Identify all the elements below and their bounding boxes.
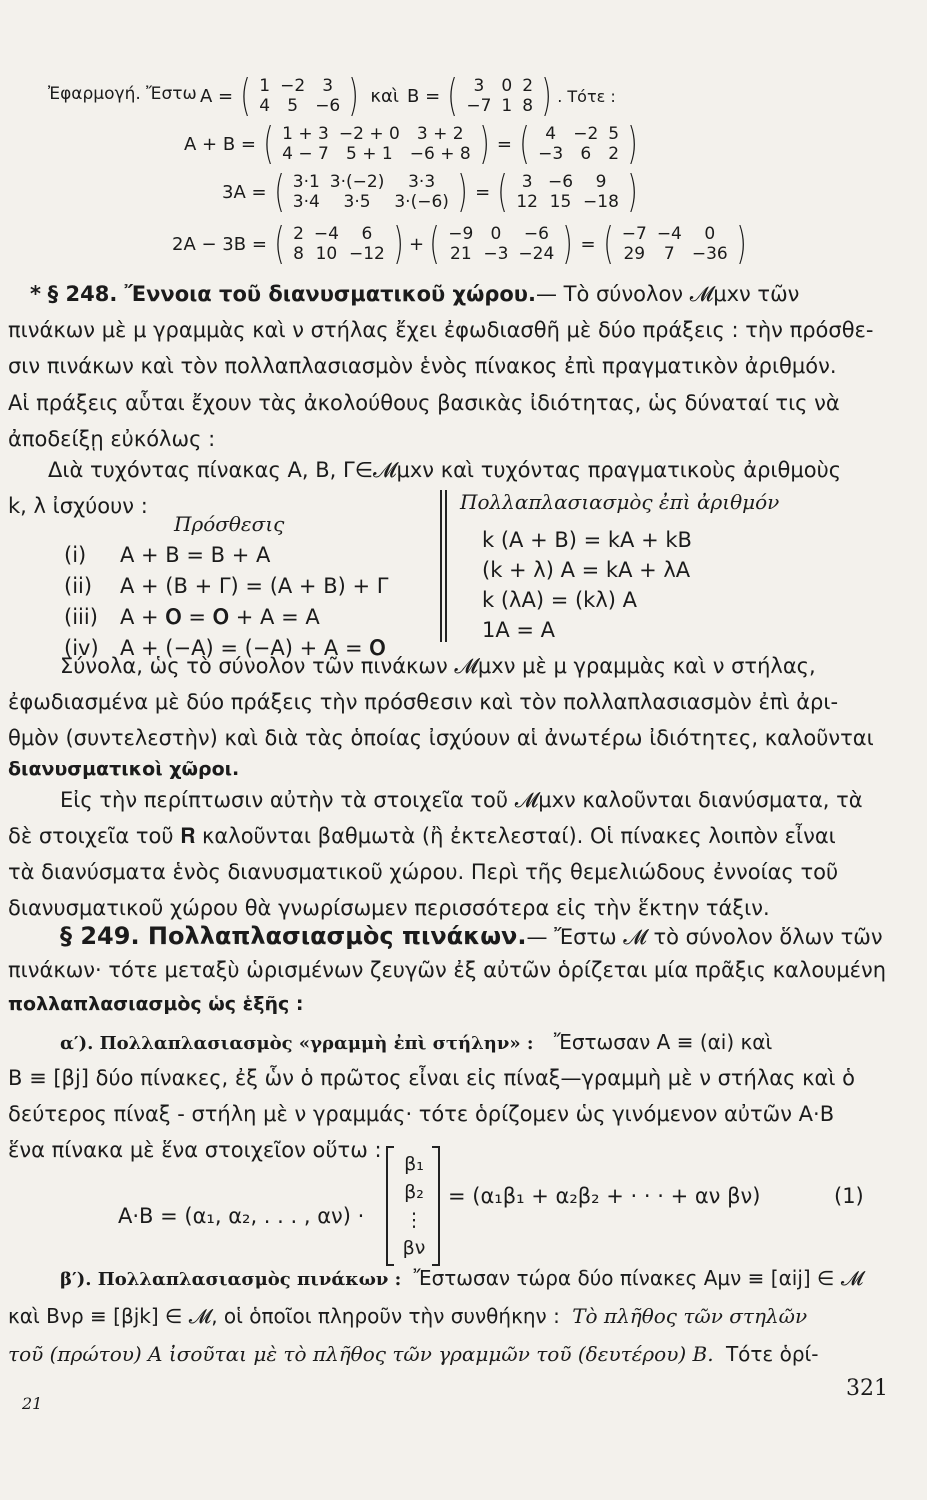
matrix-b: 3 0 2 −7 1 8 [466, 76, 534, 116]
example-label: Ἐφαρμογή. Ἔστω [48, 84, 197, 104]
property-item: (i) A + B = B + A [64, 543, 271, 567]
text-line: ἕνα πίνακα μὲ ἕνα στοιχεῖον οὕτω : [8, 1138, 382, 1162]
props-right-list [482, 525, 692, 645]
formula-rhs: = (α₁β₁ + α₂β₂ + · · · + αν βν) [448, 1184, 761, 1208]
text-line: διανυσματικοῦ χώρου θὰ γνωρίσωμεν περισσότερα εἰς τὴν ἕκτην τάξιν. [8, 896, 770, 920]
property-item: (ii) A + (B + Γ) = (A + B) + Γ [64, 574, 389, 598]
props-left-title: Πρόσθεσις [174, 512, 285, 536]
sum-line: A + B = ( 1 + 3 −2 + 0 3 + 2 4 − 7 5 + 1 −6 + 8 ) = ( 4 −2 5 −3 6 2 ) [184, 118, 638, 169]
matrix-a-def: A = ( 1 −2 3 4 5 −6 ) καὶ B = ( 3 0 2 −7 1 8 ) . Τότε : [200, 70, 616, 121]
alpha-first-line: α′). Πολλαπλασιασμὸς «γραμμὴ ἐπὶ στήλην» : Ἔστωσαν A ≡ (αi) καὶ [60, 1030, 773, 1054]
term-vector-spaces: διανυσματικοὶ χῶροι. [8, 758, 240, 780]
text-line: B ≡ [βj] δύο πίνακες, ἐξ ὧν ὁ πρῶτος εἶναι εἰς πίναξ—γραμμὴ μὲ ν στήλας καὶ ὁ [8, 1066, 855, 1090]
text-line: πολλαπλασιασμὸς ὡς ἑξῆς : [8, 993, 304, 1015]
props-left-list [64, 540, 388, 664]
text-line: ἐφωδιασμένα μὲ δύο πράξεις τὴν πρόσθεσιν καὶ τὸν πολλαπλασιασμὸν ἐπὶ ἀρι- [8, 690, 839, 714]
column-bracket-left [386, 1146, 394, 1266]
text-line: πινάκων μὲ μ γραμμὰς καὶ ν στήλας ἔχει ἐφωδιασθῆ μὲ δύο πράξεις : τὴν πρόσθε- [8, 318, 874, 342]
text-line: πινάκων· τότε μεταξὺ ὡρισμένων ζευγῶν ἐξ αὐτῶν ὁρίζεται μία πρᾶξις καλουμένη [8, 958, 887, 982]
linear-combination-line: 2A − 3B = ( 2 −4 6 8 10 −12 ) + ( −9 0 −6 21 −3 −24 ) = ( −7 −4 0 29 7 −36 ) [172, 218, 747, 269]
text-line: Σύνολα, ὡς τὸ σύνολον τῶν πινάκων 𝓜μxν μὲ μ γραμμὰς καὶ ν στήλας, [60, 654, 816, 678]
section-248-first-line: * § 248. Ἔννοια τοῦ διανυσματικοῦ χώρου.— Τὸ σύνολον 𝓜μxν τῶν [30, 282, 800, 306]
section-248-heading: § 248. Ἔννοια τοῦ διανυσματικοῦ χώρου. [47, 282, 536, 306]
beta-heading: β′). Πολλαπλασιασμὸς πινάκων : [60, 1269, 402, 1290]
text-line: σιν πινάκων καὶ τὸν πολλαπλασιασμὸν ἑνὸς πίνακος ἐπὶ πραγματικὸν ἀριθμόν. [8, 354, 837, 378]
page-number: 321 [846, 1376, 888, 1401]
property-item: (iii) A + 𝐎 = 𝐎 + A = A [64, 605, 320, 629]
text-line: Διὰ τυχόντας πίνακας A, B, Γ∈𝓜μxν καὶ τυχόντας πραγματικοὺς ἀριθμοὺς [48, 458, 842, 482]
beta-first-line: β′). Πολλαπλασιασμὸς πινάκων : Ἔστωσαν τώρα δύο πίνακες Aμν ≡ [αij] ∈ 𝓜 [60, 1266, 864, 1290]
props-divider [445, 490, 447, 642]
section-249-heading: § 249. Πολλαπλασιασμὸς πινάκων. [60, 922, 527, 950]
props-divider [440, 490, 442, 642]
property-item: k (A + B) = kA + kB [482, 528, 692, 552]
text-line: ἀποδείξῃ εὐκόλως : [8, 427, 216, 451]
text-line: τοῦ (πρώτου) A ἰσοῦται μὲ τὸ πλῆθος τῶν γραμμῶν τοῦ (δευτέρου) B. Τότε ὁρί- [8, 1342, 819, 1366]
matrix-a: 1 −2 3 4 5 −6 [259, 76, 341, 116]
formula-lhs: A·B = (α₁, α₂, . . . , αν) · [118, 1204, 365, 1228]
text-line: θμὸν (συντελεστὴν) καὶ διὰ τὰς ὁποίας ἰσχύουν αἱ ἀνωτέρω ἰδιότητες, καλοῦνται [8, 726, 874, 750]
column-bracket-right [432, 1146, 440, 1266]
alpha-heading: α′). Πολλαπλασιασμὸς «γραμμὴ ἐπὶ στήλην» : [60, 1033, 534, 1054]
text-line: τὰ διανύσματα ἑνὸς διανυσματικοῦ χώρου. Περὶ τῆς θεμελιώδους ἐννοίας τοῦ [8, 860, 839, 884]
property-item: k (λA) = (kλ) A [482, 588, 637, 612]
property-item: (iv) A + (−A) = (−A) + A = 𝐎 [64, 636, 386, 660]
three-a-line: 3A = ( 3·1 3·(−2) 3·3 3·4 3·5 3·(−6) ) = ( 3 −6 9 12 15 −18 ) [222, 166, 638, 217]
signature-mark: 21 [22, 1394, 43, 1413]
text-line: καὶ Bνρ ≡ [βjk] ∈ 𝓜, οἱ ὁποῖοι πληροῦν τὴν συνθήκην : Τὸ πλῆθος τῶν στηλῶν [8, 1304, 808, 1328]
section-249-first-line: § 249. Πολλαπλασιασμὸς πινάκων.— Ἔστω 𝓜 τὸ σύνολον ὅλων τῶν [60, 922, 883, 950]
formula-number: (1) [834, 1184, 864, 1208]
text-line: Εἰς τὴν περίπτωσιν αὐτὴν τὰ στοιχεῖα τοῦ 𝓜μxν καλοῦνται διανύσματα, τὰ [60, 788, 863, 812]
text-line: Αἱ πράξεις αὗται ἔχουν τὰς ἀκολούθους βασικὰς ἰδιότητας, ὡς δύναταί τις νὰ [8, 391, 840, 415]
props-right-title: Πολλαπλασιασμὸς ἐπὶ ἀριθμόν [460, 490, 780, 514]
text-line: k, λ ἰσχύουν : [8, 494, 148, 518]
property-item: 1A = A [482, 618, 556, 642]
property-item: (k + λ) A = kA + λA [482, 558, 691, 582]
text-line: δὲ στοιχεῖα τοῦ 𝐑 καλοῦνται βαθμωτὰ (ἢ ἐκτελεσταί). Οἱ πίνακες λοιπὸν εἶναι [8, 824, 836, 848]
beta-column: β₁ β₂ ⋮ βν [402, 1153, 426, 1259]
text-line: δεύτερος πίναξ - στήλη μὲ ν γραμμάς· τότε ὁρίζομεν ὡς γινόμενον αὐτῶν A·B [8, 1102, 835, 1126]
